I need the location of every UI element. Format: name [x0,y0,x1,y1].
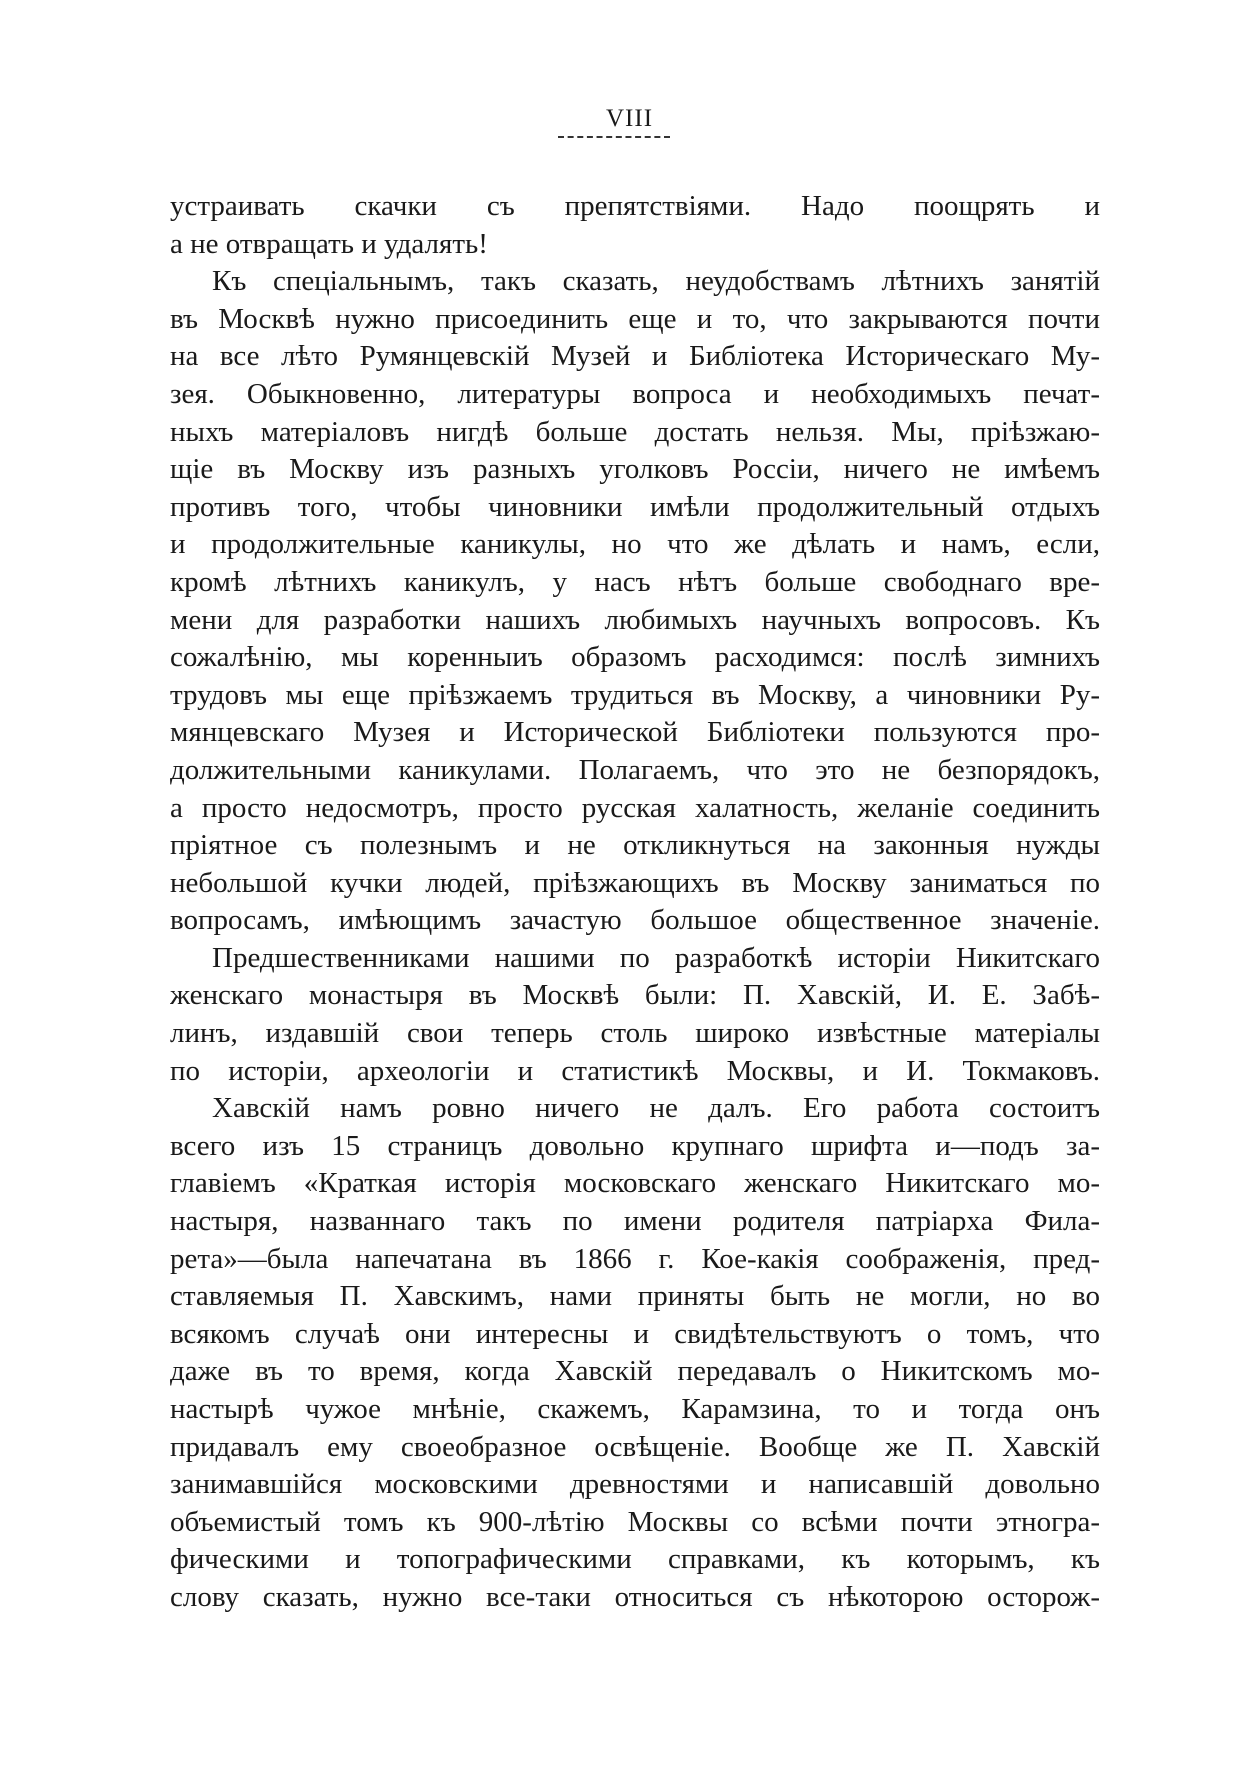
text-line: ныхъ матеріаловъ нигдѣ больше достать нельзя. Мы, пріѣзжаю- [170,415,1100,448]
text-line: слову сказать, нужно все-таки относиться съ нѣкоторою осторож- [170,1580,1100,1613]
text-line: щіе въ Москву изъ разныхъ уголковъ Россіи, ничего не имѣемъ [170,453,1100,486]
text-line: должительными каникулами. Полагаемъ, что это не безпорядокъ, [170,753,1100,786]
page-number: VIII [605,105,654,132]
text-line: противъ того, чтобы чиновники имѣли продолжительный отдыхъ [170,490,1100,523]
text-line: по исторіи, археологіи и статистикѣ Москвы, и И. Токмаковъ. [170,1054,1100,1087]
text-line: настыря, названнаго такъ по имени родителя патріарха Фила- [170,1205,1100,1238]
text-line: придавалъ ему своеобразное освѣщеніе. Вообще же П. Хавскій [170,1430,1100,1463]
text-line: вопросамъ, имѣющимъ зачастую большое общественное значеніе. [170,904,1100,937]
text-line: мянцевскаго Музея и Исторической Библіотеки пользуются про- [170,716,1100,749]
text-line: настырѣ чужое мнѣніе, скажемъ, Карамзина, то и тогда онъ [170,1393,1100,1425]
header-rule [558,136,670,138]
text-line: кромѣ лѣтнихъ каникулъ, у насъ нѣтъ больше свободнаго вре- [170,565,1100,598]
text-line: сожалѣнію, мы коренныиъ образомъ расходимся: послѣ зимнихъ [170,641,1100,674]
text-line: занимавшійся московскими древностями и написавшій довольно [170,1468,1100,1501]
text-line: на все лѣто Румянцевскій Музей и Библіотека Историческаго Му- [170,340,1100,373]
text-line: главіемъ «Краткая исторія московскаго женскаго Никитскаго мо- [170,1167,1100,1200]
text-line: даже въ то время, когда Хавскій передавалъ о Никитскомъ мо- [170,1355,1100,1388]
text-line: а не отвращать и удалять! [170,227,488,260]
text-line: Предшественниками нашими по разработкѣ исторіи Никитскаго [212,941,1100,974]
text-line: всякомъ случаѣ они интересны и свидѣтельствуютъ о томъ, что [170,1317,1100,1350]
text-line: фическими и топографическими справками, къ которымъ, къ [170,1543,1100,1576]
text-line: Къ спеціальнымъ, такъ сказать, неудобствамъ лѣтнихъ занятій [212,265,1100,298]
text-line: а просто недосмотръ, просто русская халатность, желаніе соединить [170,791,1100,824]
text-line: въ Москвѣ нужно присоединить еще и то, что закрываются почти [170,302,1100,335]
body-text [170,188,1100,1617]
text-line: всего изъ 15 страницъ довольно крупнаго шрифта и—подъ за- [170,1129,1100,1162]
text-line: рета»—была напечатана въ 1866 г. Кое-какія соображенія, пред- [170,1242,1100,1275]
text-line: ставляемыя П. Хавскимъ, нами приняты быть не могли, но во [170,1280,1100,1313]
text-line: небольшой кучки людей, пріѣзжающихъ въ Москву заниматься по [170,866,1100,899]
text-line: зея. Обыкновенно, литературы вопроса и необходимыхъ печат- [170,377,1100,410]
text-line: мени для разработки нашихъ любимыхъ научныхъ вопросовъ. Къ [170,603,1100,636]
text-line: женскаго монастыря въ Москвѣ были: П. Хавскій, И. Е. Забѣ- [170,979,1100,1012]
text-line: устраивать скачки съ препятствіями. Надо поощрять и [170,190,1100,222]
text-line: и продолжительные каникулы, но что же дѣлать и намъ, если, [170,528,1100,561]
text-line: Хавскій намъ ровно ничего не далъ. Его работа состоитъ [212,1092,1100,1125]
text-line: трудовъ мы еще пріѣзжаемъ трудиться въ Москву, а чиновники Ру- [170,678,1100,711]
text-line: линъ, издавшій свои теперь столь широко извѣстные матеріалы [170,1017,1100,1050]
text-line: пріятное съ полезнымъ и не откликнуться на законныя нужды [170,829,1100,862]
text-line: объемистый томъ къ 900-лѣтію Москвы со всѣми почти этногра- [170,1505,1100,1538]
